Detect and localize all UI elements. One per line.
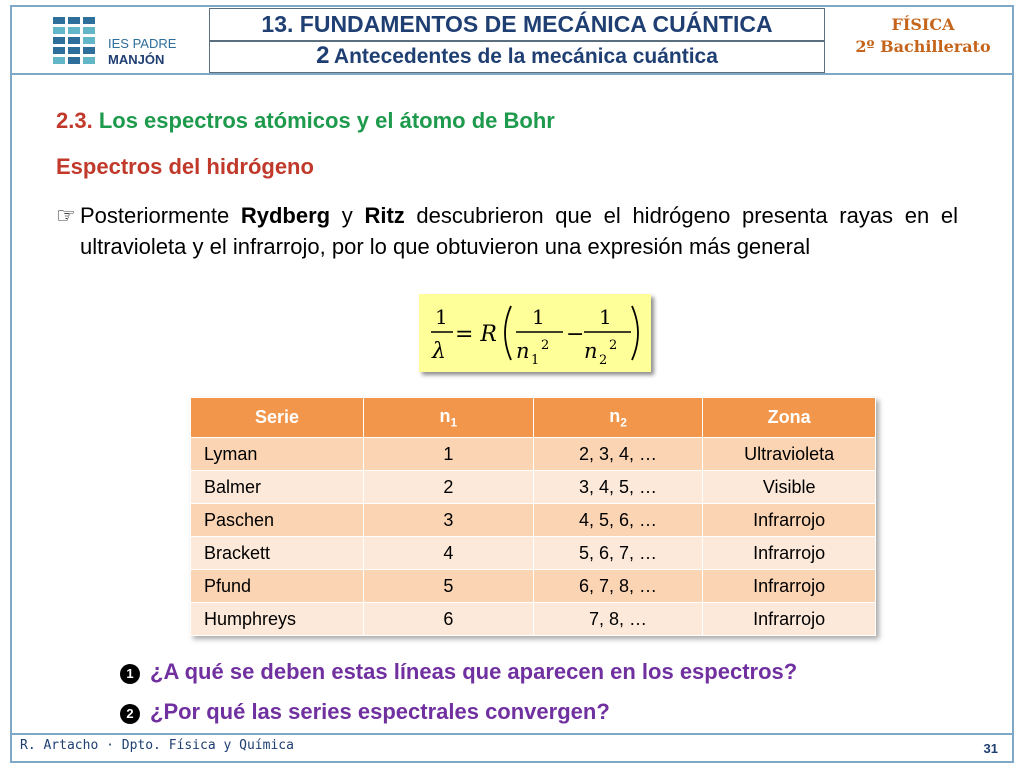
paragraph-text: Posteriormente Rydberg y Ritz descubrieron que el hidrógeno presenta rayas en el ultravioleta y el infrarrojo, por lo que obtuvieron una expresión más general <box>80 203 958 259</box>
logo-line1: IES PADRE <box>108 36 177 51</box>
question-text: ¿A qué se deben estas líneas que aparecen en los espectros? <box>150 659 798 684</box>
number-circle-icon: 2 <box>120 704 140 724</box>
page-number: 31 <box>983 741 998 756</box>
number-circle-icon: 1 <box>120 664 140 684</box>
svg-text:1: 1 <box>531 353 540 368</box>
header-zona: Zona <box>703 398 876 438</box>
school-logo-icon <box>50 14 180 70</box>
rydberg-formula <box>419 294 651 372</box>
svg-text:2: 2 <box>609 338 618 353</box>
question-1 <box>120 659 797 685</box>
course: 2º Bachillerato <box>855 37 991 56</box>
question-2 <box>120 699 610 725</box>
unit-title-box <box>209 8 825 41</box>
section-title-box <box>209 41 825 73</box>
table-row: Brackett 4 5, 6, 7, … Infrarrojo <box>191 537 876 570</box>
table-row: Paschen 3 4, 5, 6, … Infrarrojo <box>191 504 876 537</box>
footer <box>10 733 1014 763</box>
logo-line2: MANJÓN <box>108 52 165 67</box>
pointing-hand-icon: ☞ <box>56 203 76 228</box>
header-serie: Serie <box>191 398 364 438</box>
unit-title: 13. FUNDAMENTOS DE MECÁNICA CUÁNTICA <box>261 11 773 37</box>
svg-text:1: 1 <box>435 305 448 329</box>
svg-text:λ: λ <box>432 339 446 364</box>
paragraph <box>56 200 958 262</box>
subsection-heading <box>56 108 555 134</box>
footer-author: R. Artacho · Dpto. Física y Química <box>20 738 294 753</box>
question-text: ¿Por qué las series espectrales convergen? <box>150 699 610 724</box>
svg-text:n: n <box>584 339 598 363</box>
svg-text:1: 1 <box>599 305 612 329</box>
svg-text:1: 1 <box>532 305 545 329</box>
section-title: Antecedentes de la mecánica cuántica <box>333 45 718 68</box>
header-n1: $n_1$ <box>364 398 534 438</box>
table-row: Pfund 5 6, 7, 8, … Infrarrojo <box>191 570 876 603</box>
table-row: Balmer 2 3, 4, 5, … Visible <box>191 471 876 504</box>
section-number: 2 <box>316 42 330 69</box>
svg-text:= R: = R <box>455 322 497 347</box>
svg-text:n: n <box>516 339 530 363</box>
subsection-number: 2.3. <box>56 108 93 133</box>
spectral-series-table <box>190 397 876 636</box>
subject: FÍSICA <box>891 15 955 34</box>
svg-text:2: 2 <box>541 338 550 353</box>
subheading: Espectros del hidrógeno <box>56 154 314 179</box>
svg-text:−: − <box>566 322 585 347</box>
school-logo <box>50 14 180 70</box>
table-header-row <box>191 398 876 438</box>
table-row: Lyman 1 2, 3, 4, … Ultravioleta <box>191 438 876 471</box>
header-n2: $n_2$ <box>533 398 703 438</box>
subsection-title: Los espectros atómicos y el átomo de Bohr <box>98 108 555 133</box>
table-row: Humphreys 6 7, 8, … Infrarrojo <box>191 603 876 636</box>
svg-text:2: 2 <box>599 353 608 368</box>
course-label <box>828 14 1018 58</box>
